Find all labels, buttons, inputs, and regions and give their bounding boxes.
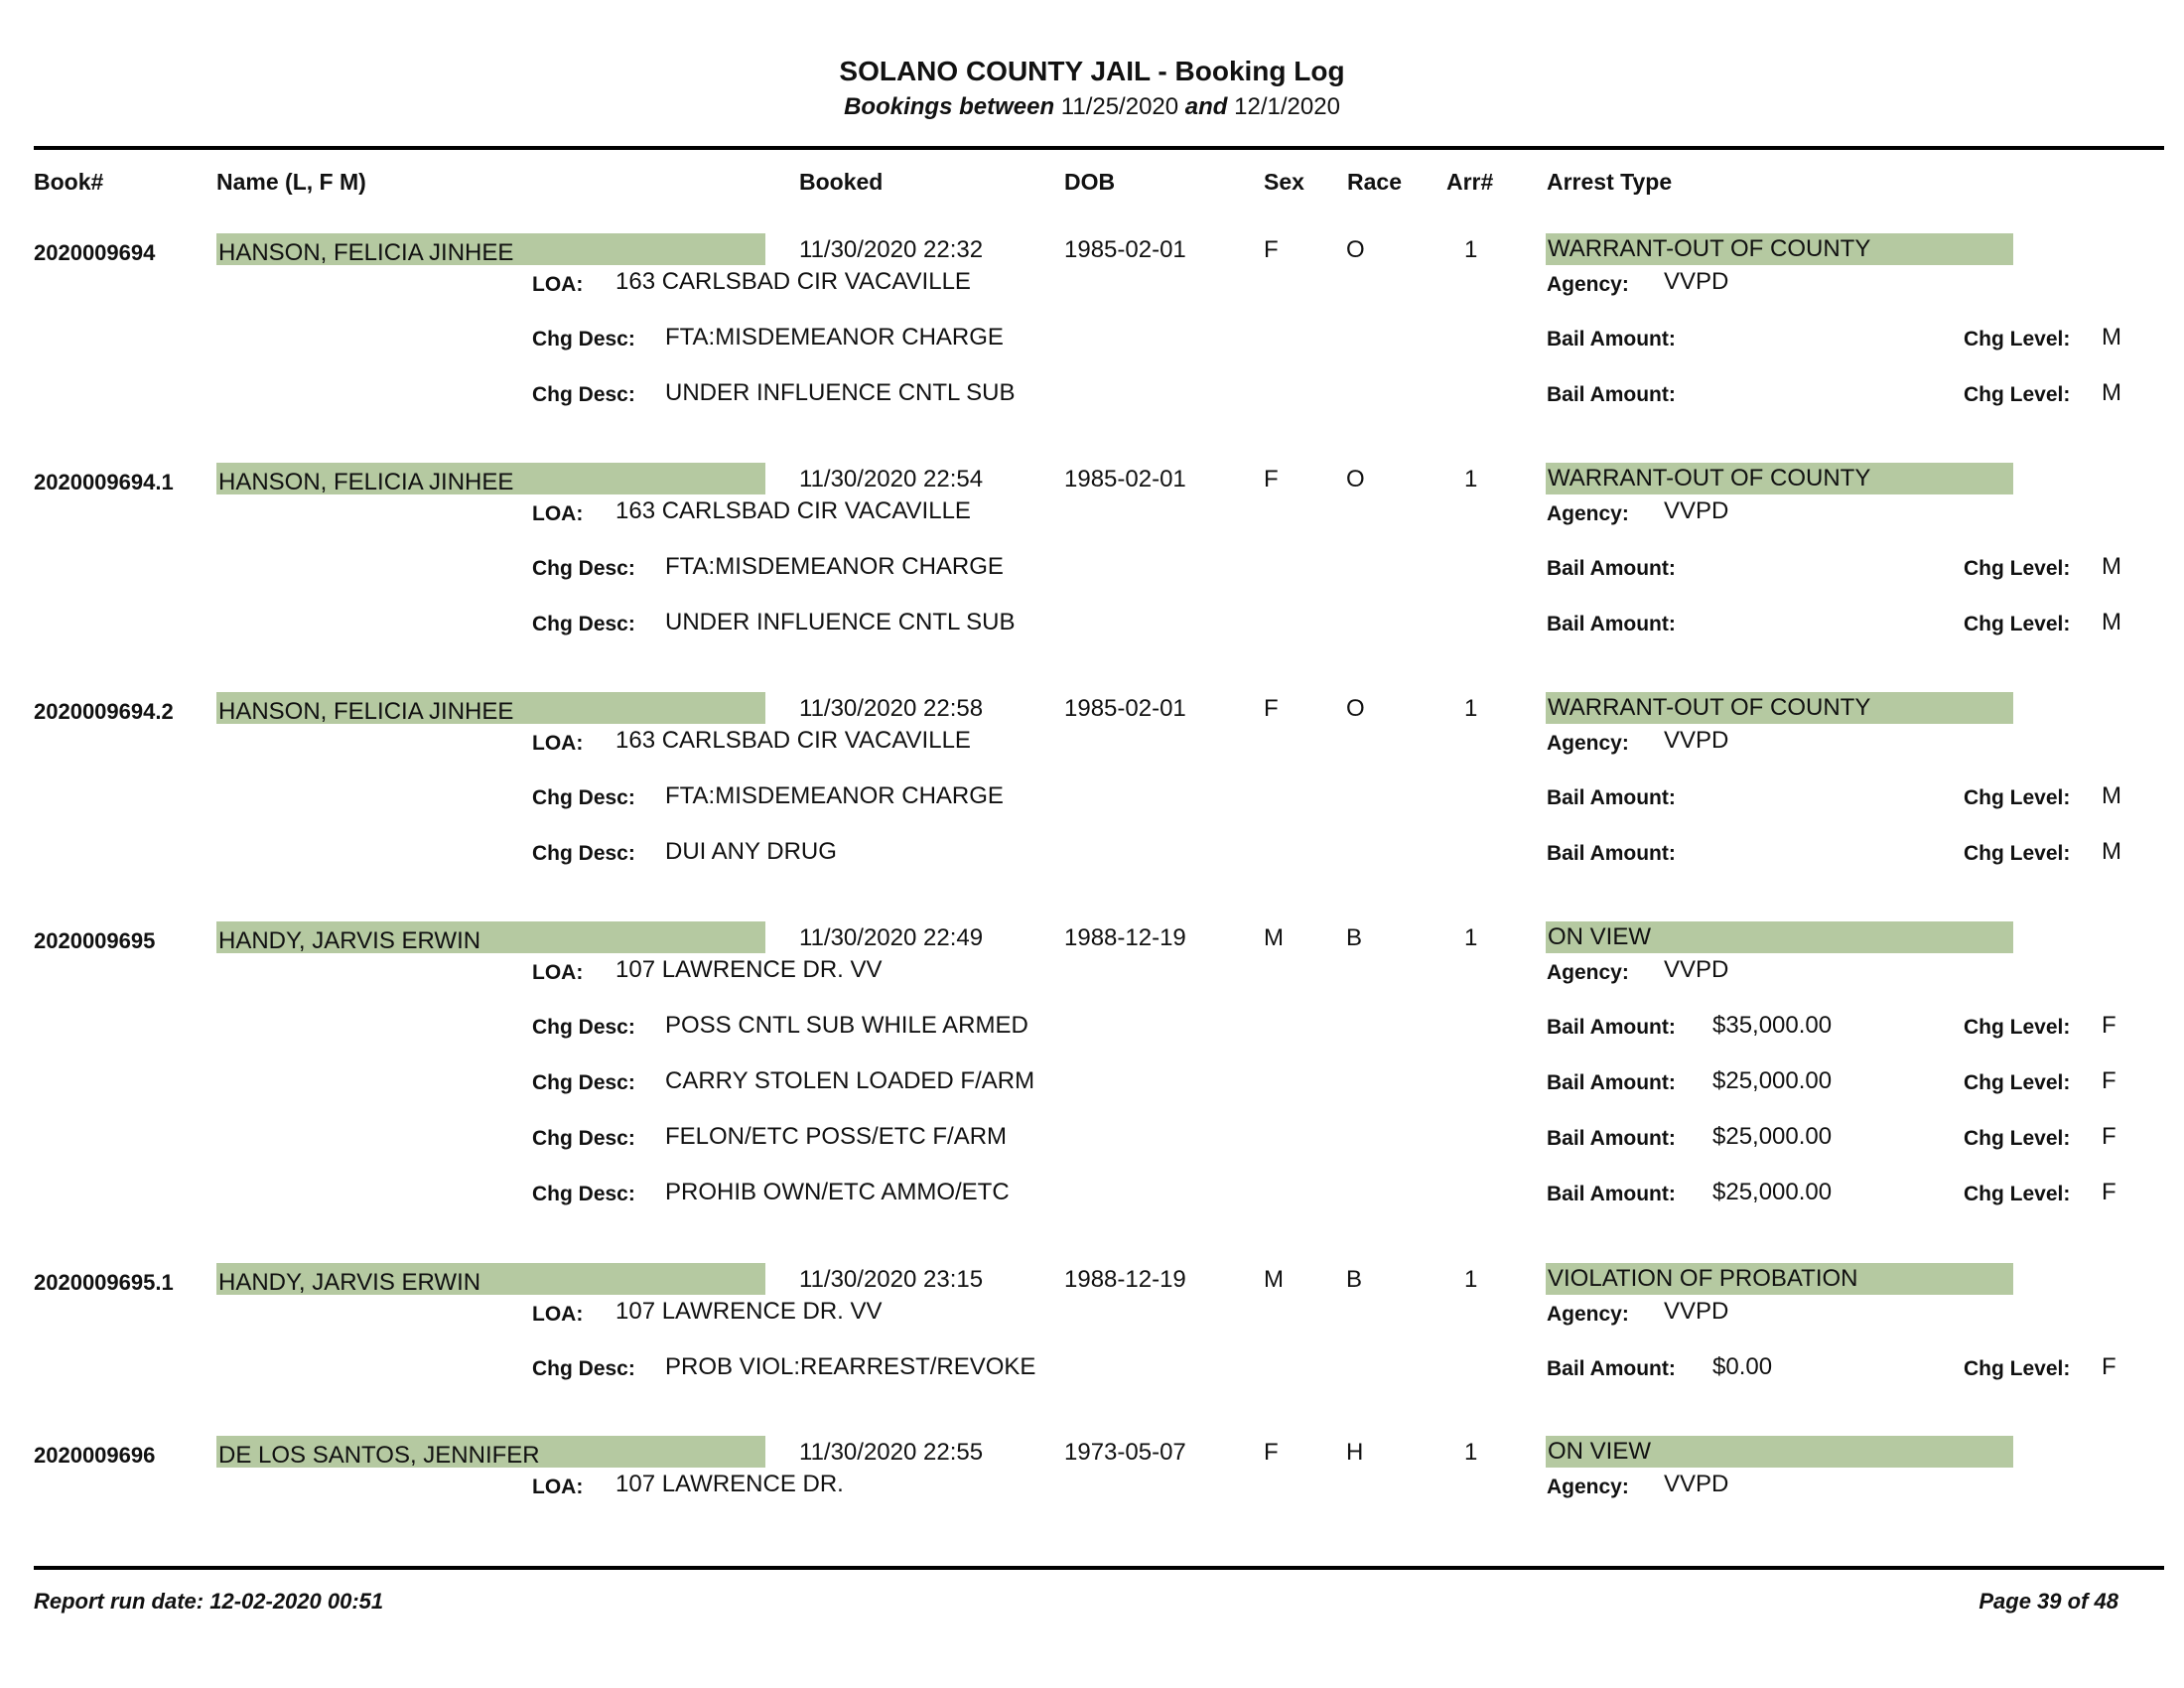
booked-datetime: 11/30/2020 22:32: [799, 236, 984, 263]
col-header-sex: Sex: [1264, 169, 1304, 195]
agency: VVPD: [1664, 268, 1729, 295]
agency: VVPD: [1664, 727, 1729, 754]
chg-desc-label: Chg Desc:: [532, 383, 635, 406]
loa-address: 107 LAWRENCE DR. VV: [615, 956, 883, 983]
dob: 1985-02-01: [1064, 695, 1186, 722]
chg-level-label: Chg Level:: [1964, 1071, 2071, 1094]
charge-level: F: [2102, 1067, 2116, 1094]
arrest-type-highlight: [1546, 233, 2013, 265]
charge-description: PROB VIOL:REARREST/REVOKE: [665, 1353, 1036, 1380]
chg-level-label: Chg Level:: [1964, 1016, 2071, 1039]
dob: 1985-02-01: [1064, 236, 1186, 263]
sex: M: [1264, 924, 1284, 951]
bail-amount: $0.00: [1712, 1353, 1773, 1380]
charge-description: CARRY STOLEN LOADED F/ARM: [665, 1067, 1035, 1094]
bail-amount: $25,000.00: [1712, 1067, 1833, 1094]
loa-label: LOA:: [532, 502, 584, 525]
arrest-type: WARRANT-OUT OF COUNTY: [1548, 235, 1871, 262]
chg-level-label: Chg Level:: [1964, 383, 2071, 406]
booking-record: [0, 1265, 2184, 1380]
loa-label: LOA:: [532, 273, 584, 296]
loa-address: 107 LAWRENCE DR.: [615, 1471, 844, 1497]
arrest-number: 1: [1464, 1439, 1478, 1466]
booked-datetime: 11/30/2020 22:55: [799, 1439, 984, 1466]
page-number: Page 39 of 48: [1979, 1589, 2118, 1614]
bail-amount: $35,000.00: [1712, 1012, 1833, 1039]
bail-amount-label: Bail Amount:: [1547, 383, 1676, 406]
arrest-type-highlight: [1546, 921, 2013, 953]
person-name: HANSON, FELICIA JINHEE: [218, 469, 514, 495]
race: O: [1346, 695, 1365, 722]
charge-description: UNDER INFLUENCE CNTL SUB: [665, 609, 1016, 635]
bail-amount-label: Bail Amount:: [1547, 1127, 1676, 1150]
sex: F: [1264, 1439, 1279, 1466]
charge-description: FTA:MISDEMEANOR CHARGE: [665, 553, 1004, 580]
race: O: [1346, 236, 1365, 263]
booking-record: [0, 1438, 2184, 1498]
booked-datetime: 11/30/2020 22:49: [799, 924, 984, 951]
agency-label: Agency:: [1547, 502, 1629, 525]
loa-label: LOA:: [532, 1303, 584, 1326]
charge-level: M: [2102, 609, 2121, 635]
arrest-type-highlight: [1546, 1263, 2013, 1295]
charge-level: F: [2102, 1012, 2116, 1039]
name-highlight: [216, 233, 765, 265]
bail-amount: $25,000.00: [1712, 1179, 1833, 1205]
agency-label: Agency:: [1547, 961, 1629, 984]
book-number: 2020009694: [34, 240, 156, 265]
bail-amount-label: Bail Amount:: [1547, 786, 1676, 809]
booking-record: [0, 923, 2184, 1205]
bail-amount-label: Bail Amount:: [1547, 328, 1676, 351]
bail-amount-label: Bail Amount:: [1547, 1071, 1676, 1094]
person-name: DE LOS SANTOS, JENNIFER: [218, 1442, 540, 1469]
chg-desc-label: Chg Desc:: [532, 328, 635, 351]
sex: F: [1264, 695, 1279, 722]
name-highlight: [216, 921, 765, 953]
start-date: 11/25/2020: [1060, 93, 1179, 120]
chg-level-label: Chg Level:: [1964, 842, 2071, 865]
charge-level: M: [2102, 379, 2121, 406]
person-name: HANSON, FELICIA JINHEE: [218, 239, 514, 266]
booking-record: [0, 235, 2184, 406]
booked-datetime: 11/30/2020 23:15: [799, 1266, 984, 1293]
end-date: 12/1/2020: [1234, 93, 1340, 120]
name-highlight: [216, 692, 765, 724]
col-header-book: Book#: [34, 169, 104, 195]
chg-desc-label: Chg Desc:: [532, 842, 635, 865]
agency: VVPD: [1664, 1471, 1729, 1497]
col-header-arrest-type: Arrest Type: [1547, 169, 1673, 195]
booking-record: [0, 465, 2184, 635]
agency: VVPD: [1664, 497, 1729, 524]
charge-level: M: [2102, 782, 2121, 809]
chg-level-label: Chg Level:: [1964, 1183, 2071, 1205]
loa-label: LOA:: [532, 732, 584, 755]
col-header-dob: DOB: [1064, 169, 1116, 195]
loa-label: LOA:: [532, 961, 584, 984]
agency: VVPD: [1664, 956, 1729, 983]
report-title: SOLANO COUNTY JAIL - Booking Log: [839, 56, 1345, 86]
charge-level: F: [2102, 1179, 2116, 1205]
footer-rule: [34, 1566, 2164, 1570]
charge-level: M: [2102, 553, 2121, 580]
charge-description: FTA:MISDEMEANOR CHARGE: [665, 324, 1004, 351]
book-number: 2020009696: [34, 1443, 156, 1468]
dob: 1988-12-19: [1064, 924, 1186, 951]
dob: 1985-02-01: [1064, 466, 1186, 492]
sex: F: [1264, 466, 1279, 492]
race: H: [1346, 1439, 1364, 1466]
charge-level: F: [2102, 1353, 2116, 1380]
arrest-type: ON VIEW: [1548, 1438, 1652, 1465]
charge-description: DUI ANY DRUG: [665, 838, 837, 865]
sex: M: [1264, 1266, 1284, 1293]
chg-level-label: Chg Level:: [1964, 557, 2071, 580]
arrest-type: VIOLATION OF PROBATION: [1548, 1265, 1858, 1292]
arrest-number: 1: [1464, 924, 1478, 951]
race: O: [1346, 466, 1365, 492]
arrest-type: WARRANT-OUT OF COUNTY: [1548, 694, 1871, 721]
arrest-number: 1: [1464, 236, 1478, 263]
book-number: 2020009695.1: [34, 1270, 174, 1295]
chg-level-label: Chg Level:: [1964, 786, 2071, 809]
charge-description: FTA:MISDEMEANOR CHARGE: [665, 782, 1004, 809]
col-header-name: Name (L, F M): [216, 169, 366, 195]
chg-desc-label: Chg Desc:: [532, 1183, 635, 1205]
subtitle-prefix: Bookings between: [844, 93, 1055, 120]
arrest-type: WARRANT-OUT OF COUNTY: [1548, 465, 1871, 492]
charge-level: M: [2102, 324, 2121, 351]
loa-address: 163 CARLSBAD CIR VACAVILLE: [615, 497, 971, 524]
charge-level: M: [2102, 838, 2121, 865]
book-number: 2020009694.2: [34, 699, 174, 724]
chg-desc-label: Chg Desc:: [532, 1127, 635, 1150]
agency-label: Agency:: [1547, 1303, 1629, 1326]
loa-label: LOA:: [532, 1476, 584, 1498]
bail-amount-label: Bail Amount:: [1547, 842, 1676, 865]
race: B: [1346, 1266, 1363, 1293]
agency-label: Agency:: [1547, 732, 1629, 755]
chg-level-label: Chg Level:: [1964, 1357, 2071, 1380]
charge-description: PROHIB OWN/ETC AMMO/ETC: [665, 1179, 1010, 1205]
dob: 1973-05-07: [1064, 1439, 1186, 1466]
book-number: 2020009695: [34, 928, 156, 953]
arrest-type-highlight: [1546, 692, 2013, 724]
bail-amount: $25,000.00: [1712, 1123, 1833, 1150]
chg-desc-label: Chg Desc:: [532, 1357, 635, 1380]
chg-desc-label: Chg Desc:: [532, 613, 635, 635]
loa-address: 107 LAWRENCE DR. VV: [615, 1298, 883, 1325]
agency: VVPD: [1664, 1298, 1729, 1325]
agency-label: Agency:: [1547, 273, 1629, 296]
bail-amount-label: Bail Amount:: [1547, 613, 1676, 635]
arrest-number: 1: [1464, 466, 1478, 492]
booking-record: [0, 694, 2184, 865]
booked-datetime: 11/30/2020 22:54: [799, 466, 984, 492]
booked-datetime: 11/30/2020 22:58: [799, 695, 984, 722]
report-run-date: Report run date: 12-02-2020 00:51: [34, 1589, 384, 1614]
person-name: HANSON, FELICIA JINHEE: [218, 698, 514, 725]
charge-description: UNDER INFLUENCE CNTL SUB: [665, 379, 1016, 406]
loa-address: 163 CARLSBAD CIR VACAVILLE: [615, 268, 971, 295]
charge-description: POSS CNTL SUB WHILE ARMED: [665, 1012, 1028, 1039]
arrest-type-highlight: [1546, 1436, 2013, 1468]
arrest-type: ON VIEW: [1548, 923, 1652, 950]
name-highlight: [216, 1263, 765, 1295]
chg-level-label: Chg Level:: [1964, 613, 2071, 635]
header-rule: [34, 146, 2164, 150]
bail-amount-label: Bail Amount:: [1547, 1016, 1676, 1039]
loa-address: 163 CARLSBAD CIR VACAVILLE: [615, 727, 971, 754]
arrest-number: 1: [1464, 1266, 1478, 1293]
chg-desc-label: Chg Desc:: [532, 1071, 635, 1094]
chg-level-label: Chg Level:: [1964, 328, 2071, 351]
chg-desc-label: Chg Desc:: [532, 786, 635, 809]
chg-level-label: Chg Level:: [1964, 1127, 2071, 1150]
chg-desc-label: Chg Desc:: [532, 1016, 635, 1039]
name-highlight: [216, 463, 765, 494]
bail-amount-label: Bail Amount:: [1547, 1183, 1676, 1205]
agency-label: Agency:: [1547, 1476, 1629, 1498]
name-highlight: [216, 1436, 765, 1468]
book-number: 2020009694.1: [34, 470, 174, 494]
race: B: [1346, 924, 1363, 951]
charge-level: F: [2102, 1123, 2116, 1150]
dob: 1988-12-19: [1064, 1266, 1186, 1293]
bail-amount-label: Bail Amount:: [1547, 557, 1676, 580]
col-header-arr: Arr#: [1446, 169, 1494, 195]
bail-amount-label: Bail Amount:: [1547, 1357, 1676, 1380]
arrest-type-highlight: [1546, 463, 2013, 494]
report-date-range: [0, 93, 2184, 121]
charge-description: FELON/ETC POSS/ETC F/ARM: [665, 1123, 1008, 1150]
sex: F: [1264, 236, 1279, 263]
chg-desc-label: Chg Desc:: [532, 557, 635, 580]
person-name: HANDY, JARVIS ERWIN: [218, 927, 481, 954]
subtitle-and: and: [1184, 93, 1228, 120]
person-name: HANDY, JARVIS ERWIN: [218, 1269, 481, 1296]
col-header-booked: Booked: [799, 169, 884, 195]
col-header-race: Race: [1347, 169, 1402, 195]
arrest-number: 1: [1464, 695, 1478, 722]
